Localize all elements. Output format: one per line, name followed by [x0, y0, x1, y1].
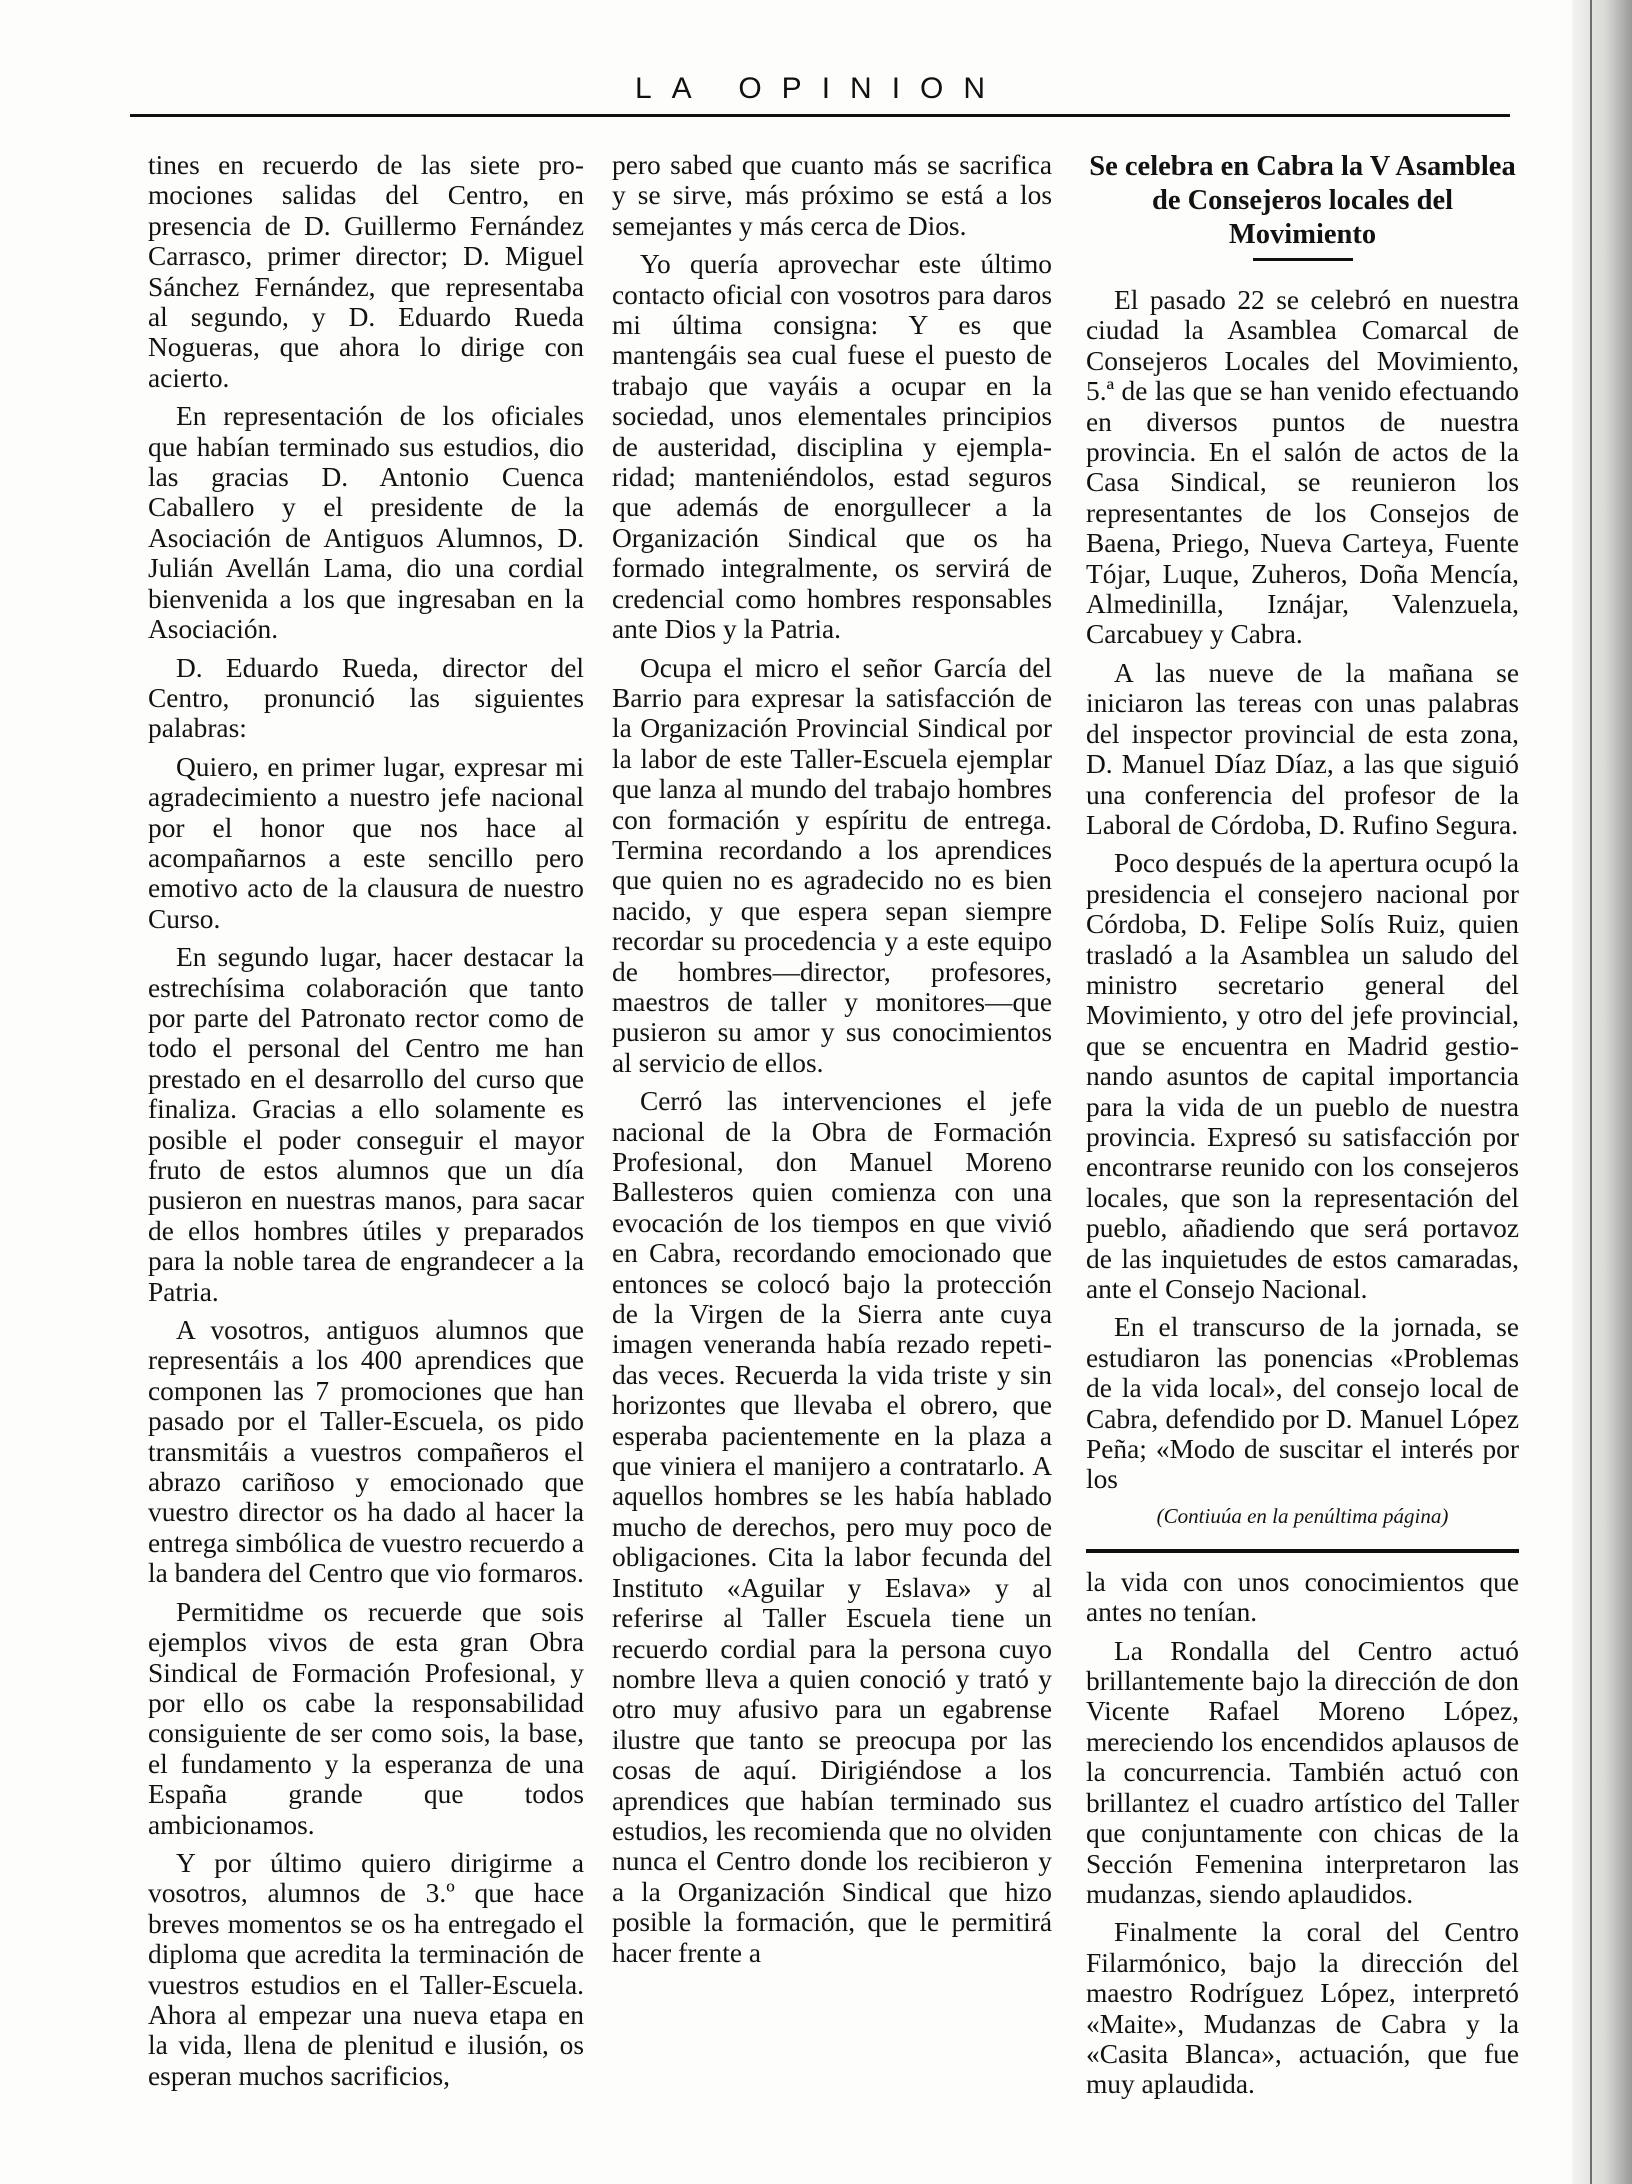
paragraph: la vida con unos conocimientos que antes no tenían. [1086, 1566, 1519, 1628]
continuation-note: (Contiuúa en la penúltima página) [1156, 1503, 1449, 1528]
article-column-2 [612, 150, 1052, 2080]
paragraph: En el transcurso de la jornada, se estudiaron las ponencias «Problemas de la vida local», del consejo local de Cabra, defendido por D. Manuel López Peña; «Modo de suscitar el interés por los [1086, 1312, 1519, 1495]
page-edge [1572, 0, 1632, 2184]
publication-title: LA OPINION [634, 72, 1006, 105]
paragraph: D. Eduardo Rueda, director del Centro, pronunció las siguientes palabras: [148, 652, 584, 744]
page-header [130, 72, 1510, 120]
paragraph: Y por último quiero dirigirme a vosotros, alumnos de 3.º que hace breves momentos se os ha entregado el diploma que acredita la terminación de vuestros estudios en el Taller-Escuela. Ahora al empezar una nueva etapa en la vida, llena de plenitud e ilusión, os esperan muchos sacrificios, [148, 1847, 584, 2091]
headline-rule [1253, 258, 1353, 261]
paragraph: Finalmente la coral del Centro Filarmónico, bajo la dirección del maestro Rodríguez López, interpretó «Maite», Mudanzas de Cabra y la «Casita Blanca», actuación, que fue muy aplaudida. [1086, 1917, 1519, 2100]
section-rule [1086, 1549, 1519, 1553]
paragraph: En representación de los oficiales que habían terminado sus estudios, dio las gracias D. Antonio Cuenca Caballero y el presidente de la Asociación de Antiguos Alumnos, D. Julián Avellán Lama, dio una cordial bienvenida a los que ingresaban en la Asociación. [148, 401, 584, 645]
header-rule [130, 114, 1510, 117]
page-edge-line [1590, 0, 1592, 2184]
paragraph: Poco después de la apertura ocupó la presidencia el consejero nacional por Córdoba, D. Felipe Solís Ruiz, quien trasladó a la Asamblea un saludo del ministro secretario general del Movimiento, y otro del jefe provincial, que se encuentra en Madrid gestionando asuntos de capital importancia para la vida de un pueblo de nuestra provincia. Expresó su satisfacción por encontrarse reunido con los consejeros locales, que son la representación del pueblo, añadiendo que será portavoz de las inquietudes de estos camaradas, ante el Consejo Nacional. [1086, 848, 1519, 1304]
paragraph: El pasado 22 se celebró en nuestra ciudad la Asamblea Comarcal de Consejeros Locales del Movimiento, 5.ª de las que se han venido efectuando en diversos puntos de nuestra provincia. En el salón de actos de la Casa Sindical, se reunieron los representantes de los Consejos de Baena, Priego, Nueva Carteya, Fuente Tójar, Luque, Zuheros, Doña Mencía, Almedinilla, Iznájar, Valenzuela, Carcabuey y Cabra. [1086, 285, 1519, 650]
paragraph: Ocupa el micro el señor García del Barrio para expresar la satisfacción de la Organización Provincial Sindical por la labor de este Taller-Escuela ejemplar que lanza al mundo del trabajo hombres con formación y espíritu de entrega. Termina recordando a los aprendices que quien no es agradecido no es bien nacido, y que espera sepan siempre recordar su procedencia y a este equipo de hombres—director, profesores, maestros de taller y monitores—que pusieron su amor y sus conocimientos al servicio de ellos. [612, 652, 1052, 1078]
paragraph: Permitidme os recuerde que sois ejemplos vivos de esta gran Obra Sindical de Formación Profesional, y por ello os cabe la responsabilidad consiguiente de ser como sois, la base, el fundamento y la esperanza de una España grande que todos ambicionamos. [148, 1596, 584, 1840]
article-column-1 [148, 150, 584, 2091]
paragraph: En segundo lugar, hacer destacar la estrechísima colaboración que tanto por parte del Patronato rector como de todo el personal del Centro me han prestado en el desarrollo del curso que finaliza. Gracias a ello solamente es posible el poder conseguir el mayor fruto de estos alumnos que un día pusieron en nuestras manos, para sacar de ellos hombres útiles y preparados para la noble tarea de engrandecer a la Patria. [148, 942, 584, 1307]
article-headline: Se celebra en Cabra la V Asamblea de Consejeros locales del Movimiento [1089, 151, 1516, 250]
paragraph: tines en recuerdo de las siete promociones salidas del Centro, en presencia de D. Guillermo Fernández Carrasco, primer director; D. Miguel Sánchez Fernández, que representaba al segundo, y D. Eduardo Rueda Nogueras, que ahora lo dirige con acierto. [148, 150, 584, 393]
paragraph: A las nueve de la mañana se iniciaron las tereas con unas palabras del inspector provincial de esta zona, D. Manuel Díaz Díaz, a las que siguió una conferencia del profesor de la Laboral de Córdoba, D. Rufino Segura. [1086, 657, 1519, 840]
article-column-3 [1086, 150, 1519, 2100]
paragraph: Quiero, en primer lugar, expresar mi agradecimiento a nuestro jefe nacional por el honor que nos hace al acompañarnos a este sencillo pero emotivo acto de la clausura de nuestro Curso. [148, 751, 584, 934]
paragraph: pero sabed que cuanto más se sacrifica y se sirve, más próximo se está a los semejantes y más cerca de Dios. [612, 150, 1052, 241]
paragraph: Yo quería aprovechar este último contacto oficial con vosotros para daros mi última consigna: Y es que mantengáis sea cual fuese el puesto de trabajo que vayáis a ocupar en la sociedad, unos elementales principios de austeridad, disciplina y ejemplaridad; manteniéndolos, estad seguros que además de enorgullecer a la Organización Sindical que os ha formado integralmente, os servirá de credencial como hombres responsables ante Dios y la Patria. [612, 249, 1052, 645]
paragraph: A vosotros, antiguos alumnos que representáis a los 400 aprendices que componen las 7 promociones que han pasado por el Taller-Escuela, os pido transmitáis a vuestros compañeros el abrazo cariñoso y emocionado que vuestro director os ha dado al hacer la entrega simbólica de vuestro recuerdo a la bandera del Centro que vio formaros. [148, 1315, 584, 1589]
paragraph: Cerró las intervenciones el jefe nacional de la Obra de Formación Profesional, don Manuel Moreno Ballesteros quien comienza con una evocación de los tiempos en que vivió en Cabra, recordando emocionado que entonces se colocó bajo la protección de la Virgen de la Sierra ante cuya imagen veneranda había rezado repetidas veces. Recuerda la vida triste y sin horizontes que llevaba el obrero, que esperaba pacientemente en la plaza a que viniera el manijero a contratarlo. A aquellos hombres se les había hablado mucho de derechos, pero muy poco de obligaciones. Cita la labor fecunda del Instituto «Aguilar y Eslava» y al referirse al Taller Escuela tiene un recuerdo cordial para la persona cuyo nombre lleva a quien conoció y trató y otro muy afusivo para un egabrense ilustre que tanto se preocupa por las cosas de aquí. Dirigiéndose a los aprendices que habían terminado sus estudios, les recomienda que no olviden nunca el Centro donde los recibieron y a la Organización Sindical que hizo posible la formación, que le permitirá hacer frente a [612, 1086, 1052, 1968]
paragraph: La Rondalla del Centro actuó brillantemente bajo la dirección de don Vicente Rafael Moreno López, mereciendo los encendidos aplausos de la concurrencia. También actuó con brillantez el cuadro artístico del Taller que conjuntamente con chicas de la Sección Femenina interpretaron las mudanzas, siendo aplaudidos. [1086, 1635, 1519, 1909]
